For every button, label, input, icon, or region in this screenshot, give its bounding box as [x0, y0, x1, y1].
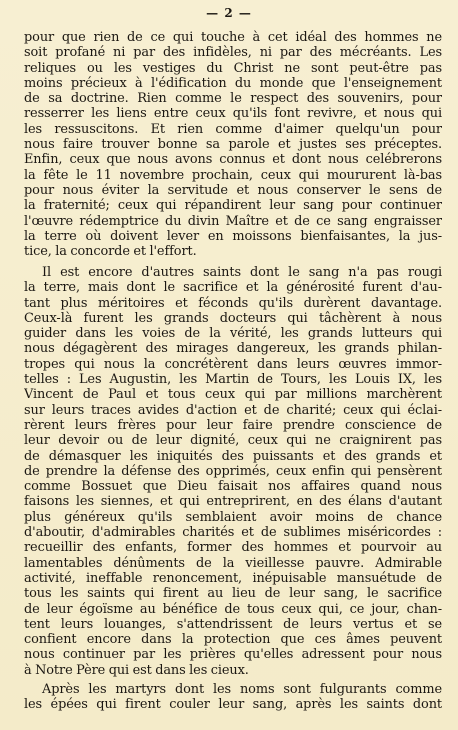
text-line: reliques ou les vestiges du Christ ne sont peut-être pas	[24, 60, 442, 76]
text-line: nous dégagèrent des mirages dangereux, les grands philan-	[24, 341, 442, 357]
text-line: telles : Les Augustin, les Martin de Tours, les Louis IX, les	[24, 372, 442, 388]
text-line: pour que rien de ce qui touche à cet idéal des hommes ne	[24, 30, 442, 45]
text-line: l'œuvre rédemptrice du divin Maître et de ce sang engraisser	[24, 213, 442, 229]
text-line: pour nous éviter la servitude et nous conserver le sens de	[24, 182, 442, 198]
text-line: tant plus méritoires et féconds qu'ils durèrent davantage.	[24, 295, 442, 311]
text-line: d'aboutir, d'admirables charités et de sublimes miséricordes :	[24, 525, 442, 541]
text-line: nous continuer par les prières qu'elles adressent pour nous	[24, 647, 442, 663]
text-line: soit profané ni par des infidèles, ni par des mécréants. Les	[24, 45, 442, 61]
text-line: la terre où doivent lever en moissons bienfaisantes, la jus-	[24, 228, 442, 244]
text-line: de démasquer les iniquités des puissants et des grands et	[24, 448, 442, 464]
text-line: lamentables dénûments de la vieillesse pauvre. Admirable	[24, 555, 442, 571]
text-line: faisons les siennes, et qui entreprirent, en des élans d'autant	[24, 494, 442, 510]
text-line: la fête le 11 novembre prochain, ceux qui moururent là-bas	[24, 167, 442, 183]
text-line: Enfin, ceux que nous avons connus et dont nous celébrerons	[24, 152, 442, 168]
text-line: la fraternité; ceux qui répandirent leur sang pour continuer	[24, 198, 442, 214]
text-line: leur devoir ou de leur dignité, ceux qui ne craignirent pas	[24, 433, 442, 449]
text-line: moins précieux à l'édification du monde que l'enseignement	[24, 75, 442, 91]
text-line: recueillir des enfants, former des hommes et pourvoir au	[24, 540, 442, 556]
text-line: de prendre la défense des opprimés, ceux enfin qui pensèrent	[24, 463, 442, 479]
text-line: de leur égoïsme au bénéfice de tous ceux qui, ce jour, chan-	[24, 601, 442, 617]
text-line: les ressuscitons. Et rien comme d'aimer quelqu'un pour	[24, 121, 442, 137]
text-line: guider dans les voies de la vérité, les grands lutteurs qui	[24, 326, 442, 342]
text-line: Après les martyrs dont les noms sont fulgurants comme	[42, 682, 442, 697]
text-line: sur leurs traces avides d'action et de charité; ceux qui éclai-	[24, 402, 442, 418]
paragraph-1	[24, 30, 442, 259]
text-line: Vincent de Paul et tous ceux qui par millions marchèrent	[24, 387, 442, 403]
text-line: comme Bossuet que Dieu faisait nos affaires quand nous	[24, 479, 442, 495]
text-line: Ceux-là furent les grands docteurs qui tâchèrent à nous	[24, 310, 442, 326]
text-line: plus généreux qu'ils semblaient avoir moins de chance	[24, 509, 442, 525]
text-line: de sa doctrine. Rien comme le respect des souvenirs, pour	[24, 91, 442, 107]
text-line: tous les saints qui firent au lieu de leur sang, le sacrifice	[24, 586, 442, 602]
text-line: tropes qui nous la concrétèrent dans leurs œuvres immor-	[24, 356, 442, 372]
paragraph-3	[24, 682, 442, 713]
text-line: tent leurs louanges, s'attendrissent de leurs vertus et se	[24, 616, 442, 632]
text-line: Il est encore d'autres saints dont le sang n'a pas rougi	[42, 265, 442, 280]
text-line: activité, ineffable renoncement, inépuisable mansuétude de	[24, 570, 442, 586]
text-line: à Notre Père qui est dans les cieux.	[24, 662, 249, 678]
text-line: confient encore dans la protection que ces âmes peuvent	[24, 632, 442, 648]
paragraph-2	[24, 265, 442, 678]
text-line: resserrer les liens entre ceux qu'ils font revivre, et nous qui	[24, 106, 442, 122]
text-line: la terre, mais dont le sacrifice et la générosité furent d'au-	[24, 280, 442, 296]
text-line: nous faire trouver bonne sa parole et justes ses préceptes.	[24, 137, 442, 153]
text-line: les épées qui firent couler leur sang, après les saints dont	[24, 697, 442, 713]
page-number: — 2 —	[206, 6, 252, 20]
text-line: rèrent leurs frères pour leur faire prendre conscience de	[24, 417, 442, 433]
text-line: tice, la concorde et l'effort.	[24, 244, 197, 260]
